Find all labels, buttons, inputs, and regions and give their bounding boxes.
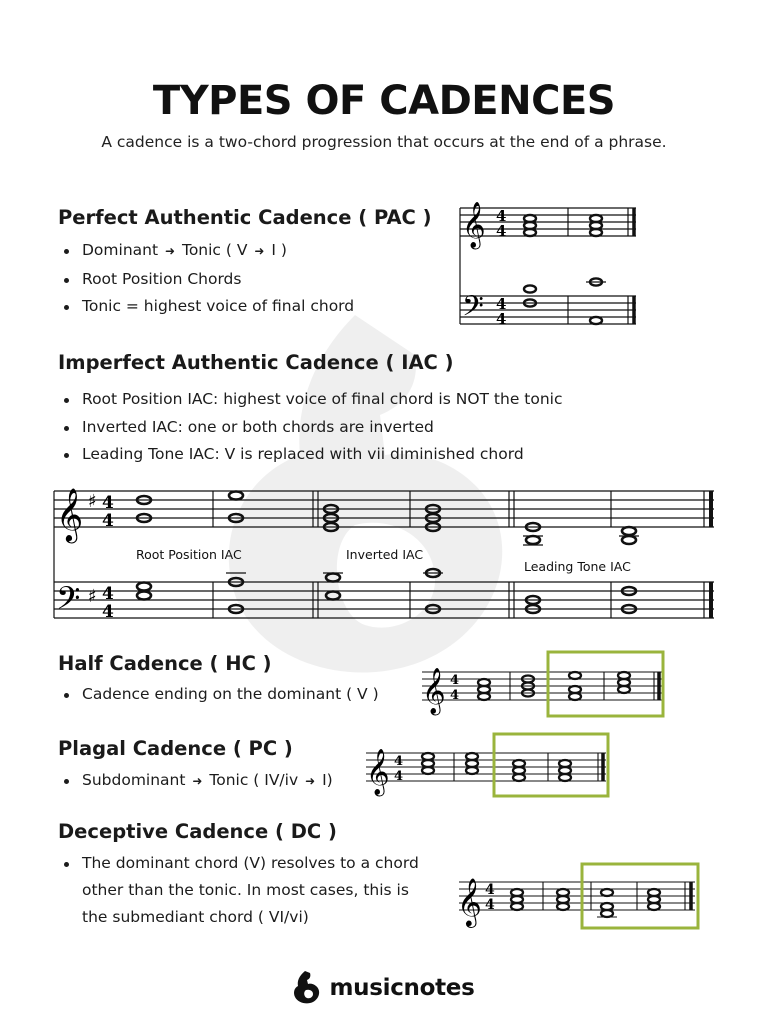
time-signature-bottom: 4 xyxy=(450,688,460,703)
brand-name: musicnotes xyxy=(329,975,475,1001)
hc-heading: Half Cadence ( HC ) xyxy=(58,652,272,675)
time-signature-bottom: 4 xyxy=(496,222,507,240)
iac-bullet-3: Leading Tone IAC: V is replaced with vii diminished chord xyxy=(58,441,563,469)
treble-clef-icon: 𝄞 xyxy=(422,668,446,714)
dc-bullet-1: The dominant chord (V) resolves to a chord other than the tonic. In most cases, this is the submediant chord ( VI/vi) xyxy=(58,850,436,931)
bass-clef-icon: 𝄢 xyxy=(56,580,81,624)
iac-heading: Imperfect Authentic Cadence ( IAC ) xyxy=(58,351,454,374)
time-signature-top: 4 xyxy=(496,207,507,225)
treble-clef-icon: 𝄞 xyxy=(366,749,390,795)
time-signature-top: 4 xyxy=(450,673,460,688)
pc-highlight-box xyxy=(494,734,608,796)
dc-heading: Deceptive Cadence ( DC ) xyxy=(58,820,337,843)
pac-notation xyxy=(458,196,640,338)
pac-bullet-2: Root Position Chords xyxy=(58,266,354,294)
treble-clef-icon: 𝄞 xyxy=(462,202,486,248)
iac-notation xyxy=(50,480,720,634)
hc-bullets xyxy=(58,681,379,709)
time-signature-bottom: 4 xyxy=(485,897,495,913)
pac-heading: Perfect Authentic Cadence ( PAC ) xyxy=(58,206,432,229)
hc-highlight-box xyxy=(548,652,663,716)
sharp-icon: ♯ xyxy=(88,586,97,607)
arrow-icon: ➜ xyxy=(305,774,316,788)
pc-bullets xyxy=(58,767,333,796)
arrow-icon: ➜ xyxy=(164,244,176,258)
time-signature-bottom: 4 xyxy=(102,602,114,622)
musicnotes-logo-icon xyxy=(293,970,321,1006)
iac-bullets xyxy=(58,386,563,469)
pac-bullet-1: Dominant ➜ Tonic ( V ➜ I ) xyxy=(58,237,354,266)
time-signature-top: 4 xyxy=(485,882,495,898)
hc-notation xyxy=(418,648,668,720)
treble-clef-icon: 𝄞 xyxy=(457,877,482,926)
time-signature-top: 4 xyxy=(496,295,507,313)
dc-notation xyxy=(455,858,703,938)
label-leading-tone-iac: Leading Tone IAC xyxy=(524,559,631,574)
pac-bullet-3: Tonic = highest voice of final chord xyxy=(58,293,354,321)
label-root-position-iac: Root Position IAC xyxy=(136,547,242,562)
time-signature-top: 4 xyxy=(102,493,114,513)
treble-clef-icon: 𝄞 xyxy=(56,487,84,541)
bass-clef-icon: 𝄢 xyxy=(462,290,484,330)
pc-bullet-1: Subdominant ➜ Tonic ( IV/iv ➜ I) xyxy=(58,767,333,796)
arrow-icon: ➜ xyxy=(192,774,203,788)
time-signature-top: 4 xyxy=(102,584,114,604)
pc-heading: Plagal Cadence ( PC ) xyxy=(58,737,293,760)
sharp-icon: ♯ xyxy=(88,491,97,512)
dc-bullets xyxy=(58,850,436,931)
time-signature-top: 4 xyxy=(394,754,404,769)
time-signature-bottom: 4 xyxy=(394,769,404,784)
time-signature-bottom: 4 xyxy=(496,310,507,328)
footer-logo xyxy=(0,966,768,1010)
page-subtitle: A cadence is a two-chord progression that occurs at the end of a phrase. xyxy=(101,133,667,151)
label-inverted-iac: Inverted IAC xyxy=(346,547,424,562)
hc-bullet-1: Cadence ending on the dominant ( V ) xyxy=(58,681,379,709)
arrow-icon: ➜ xyxy=(254,244,265,258)
page-title: TYPES OF CADENCES xyxy=(152,78,616,124)
iac-bullet-2: Inverted IAC: one or both chords are inverted xyxy=(58,414,563,442)
pac-chords xyxy=(524,215,602,324)
pc-notation xyxy=(362,730,614,802)
iac-bullet-1: Root Position IAC: highest voice of final chord is NOT the tonic xyxy=(58,386,563,414)
pac-bullets xyxy=(58,237,354,321)
time-signature-bottom: 4 xyxy=(102,511,114,531)
